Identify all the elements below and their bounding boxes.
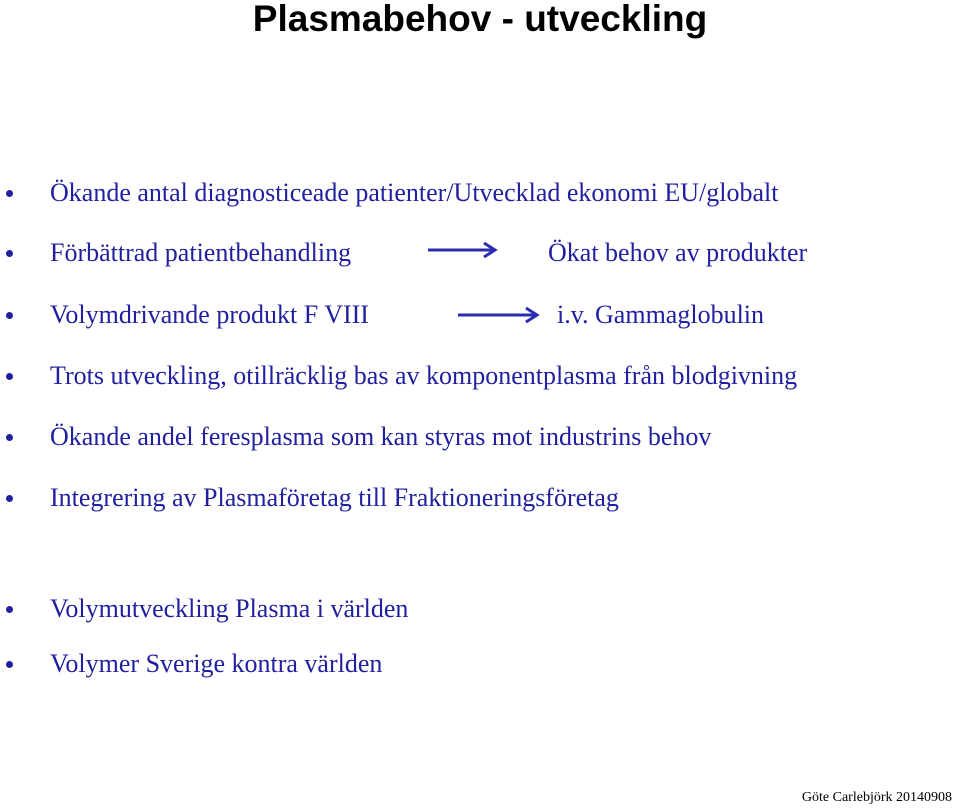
bullet-item bbox=[6, 359, 797, 393]
bullet-text: Ökande andel feresplasma som kan styras mot industrins behov bbox=[50, 422, 712, 451]
bullet-item bbox=[6, 647, 382, 681]
right-arrow-icon bbox=[428, 240, 500, 260]
bullet-dot-icon bbox=[6, 250, 13, 257]
bullet-text: Trots utveckling, otillräcklig bas av komponentplasma från blodgivning bbox=[50, 361, 798, 390]
bullet-dot-icon bbox=[6, 373, 13, 380]
bullet-item bbox=[6, 176, 778, 210]
bullet-text: Volymdrivande produkt F VIII bbox=[50, 300, 369, 329]
arrow-target-text: Ökat behov av produkter bbox=[548, 238, 808, 267]
slide-title: Plasmabehov - utveckling bbox=[252, 0, 708, 39]
bullet-text: Integrering av Plasmaföretag till Fraktioneringsföretag bbox=[50, 483, 619, 512]
bullet-item bbox=[6, 298, 369, 332]
right-arrow-icon bbox=[458, 304, 542, 326]
bullet-item bbox=[6, 420, 711, 454]
bullet-dot-icon bbox=[6, 606, 13, 613]
bullet-text: Förbättrad patientbehandling bbox=[50, 238, 352, 267]
footer-credit: Göte Carlebjörk 20140908 bbox=[801, 790, 952, 805]
bullet-dot-icon bbox=[6, 190, 13, 197]
bullet-item bbox=[6, 592, 408, 626]
bullet-dot-icon bbox=[6, 434, 13, 441]
bullet-dot-icon bbox=[6, 495, 13, 502]
bullet-text: Ökande antal diagnosticeade patienter/Utvecklad ekonomi EU/globalt bbox=[50, 178, 779, 207]
bullet-item bbox=[6, 481, 619, 515]
bullet-dot-icon bbox=[6, 661, 13, 668]
bullet-text: Volymer Sverige kontra världen bbox=[50, 649, 383, 678]
bullet-item bbox=[6, 236, 351, 270]
bullet-text: Volymutveckling Plasma i världen bbox=[50, 594, 409, 623]
bullet-dot-icon bbox=[6, 312, 13, 319]
arrow-target-text: i.v. Gammaglobulin bbox=[557, 300, 765, 329]
